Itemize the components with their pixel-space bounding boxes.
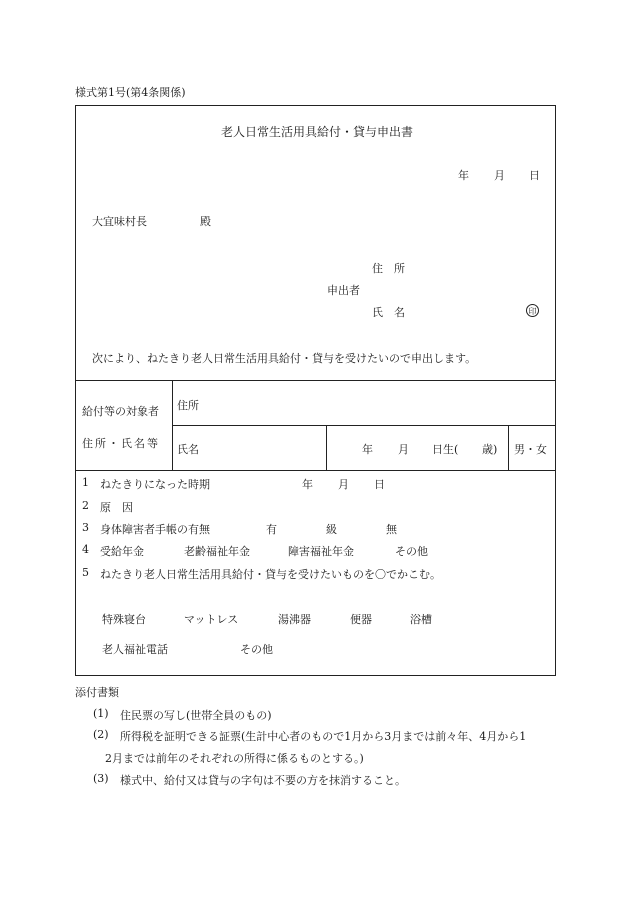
note1-text: 住民票の写し(世帯全員のもの) [120,709,272,722]
form-number: 様式第1号(第4条関係) [75,86,186,99]
item3-yes: 有 [266,523,277,536]
note2-text-line2: 2月までは前年のそれぞれの所得に係るものとする。) [105,752,364,765]
item1-label: ねたきりになった時期 [100,478,210,491]
item5-label: ねたきり老人日常生活用具給付・貸与を受けたいものを〇でかこむ。 [100,568,441,581]
item4-num: 4 [82,543,89,556]
subject-birth-month: 月 [398,443,409,456]
equipment-water-heater: 湯沸器 [278,613,311,626]
attachments-heading: 添付書類 [75,686,119,699]
item1-day: 日 [374,478,385,491]
sex-divider [508,425,509,470]
applicant-role-label: 申出者 [327,284,360,297]
subject-age: 歳) [482,443,498,456]
subject-label-line1: 給付等の対象者 [82,405,159,418]
equipment-welfare-phone: 老人福祉電話 [102,643,168,656]
item3-label: 身体障害者手帳の有無 [100,523,210,536]
item1-month: 月 [338,478,349,491]
seal-mark [526,304,539,317]
note2-text-line1: 所得税を証明できる証票(生計中心者のもので1月から3月までは前々年、4月から1 [120,730,527,743]
note1-num: (1) [93,707,109,720]
form-title: 老人日常生活用具給付・貸与申出書 [221,125,414,139]
subject-address-label: 住所 [177,399,199,412]
subject-label-line2: 住所・氏名等 [82,437,160,450]
item2-label: 原 因 [100,501,133,514]
item5-num: 5 [82,566,89,579]
divider-subject [172,425,556,426]
form-frame [75,105,556,676]
item3-no: 無 [386,523,397,536]
item1-year: 年 [302,478,313,491]
subject-birth-day: 日生( [432,443,459,456]
subject-label-divider [172,380,173,470]
equipment-special-bed: 特殊寝台 [102,613,146,626]
item3-num: 3 [82,521,89,534]
addressee-honorific: 殿 [200,215,211,228]
item3-grade: 級 [326,523,337,536]
subject-birth-year: 年 [362,443,373,456]
item2-num: 2 [82,499,89,512]
subject-name-label: 氏名 [177,443,199,456]
request-text: 次により、ねたきり老人日常生活用具給付・貸与を受けたいので申出します。 [92,352,477,365]
divider-items [75,470,556,471]
item1-num: 1 [82,476,89,489]
divider-request [75,380,556,381]
date-month: 月 [494,169,505,182]
equipment-bathtub: 浴槽 [410,613,432,626]
date-day: 日 [529,169,540,182]
name-divider [326,425,327,470]
item4-label: 受給年金 [100,545,144,558]
note3-text: 様式中、給付又は貸与の字句は不要の方を抹消すること。 [120,774,406,787]
applicant-name-label: 氏 名 [372,306,405,319]
equipment-mattress: マットレス [184,613,239,626]
equipment-toilet: 便器 [350,613,372,626]
addressee-name: 大宜味村長 [92,215,147,228]
seal-icon: 印 [526,304,539,317]
equipment-other: その他 [240,643,273,656]
subject-sex: 男・女 [514,443,547,456]
item4-option2: 障害福祉年金 [288,545,354,558]
item4-option3: その他 [395,545,428,558]
date-year: 年 [458,169,469,182]
item4-option1: 老齢福祉年金 [184,545,250,558]
applicant-address-label: 住 所 [372,262,405,275]
note2-num: (2) [93,728,109,741]
note3-num: (3) [93,772,109,785]
